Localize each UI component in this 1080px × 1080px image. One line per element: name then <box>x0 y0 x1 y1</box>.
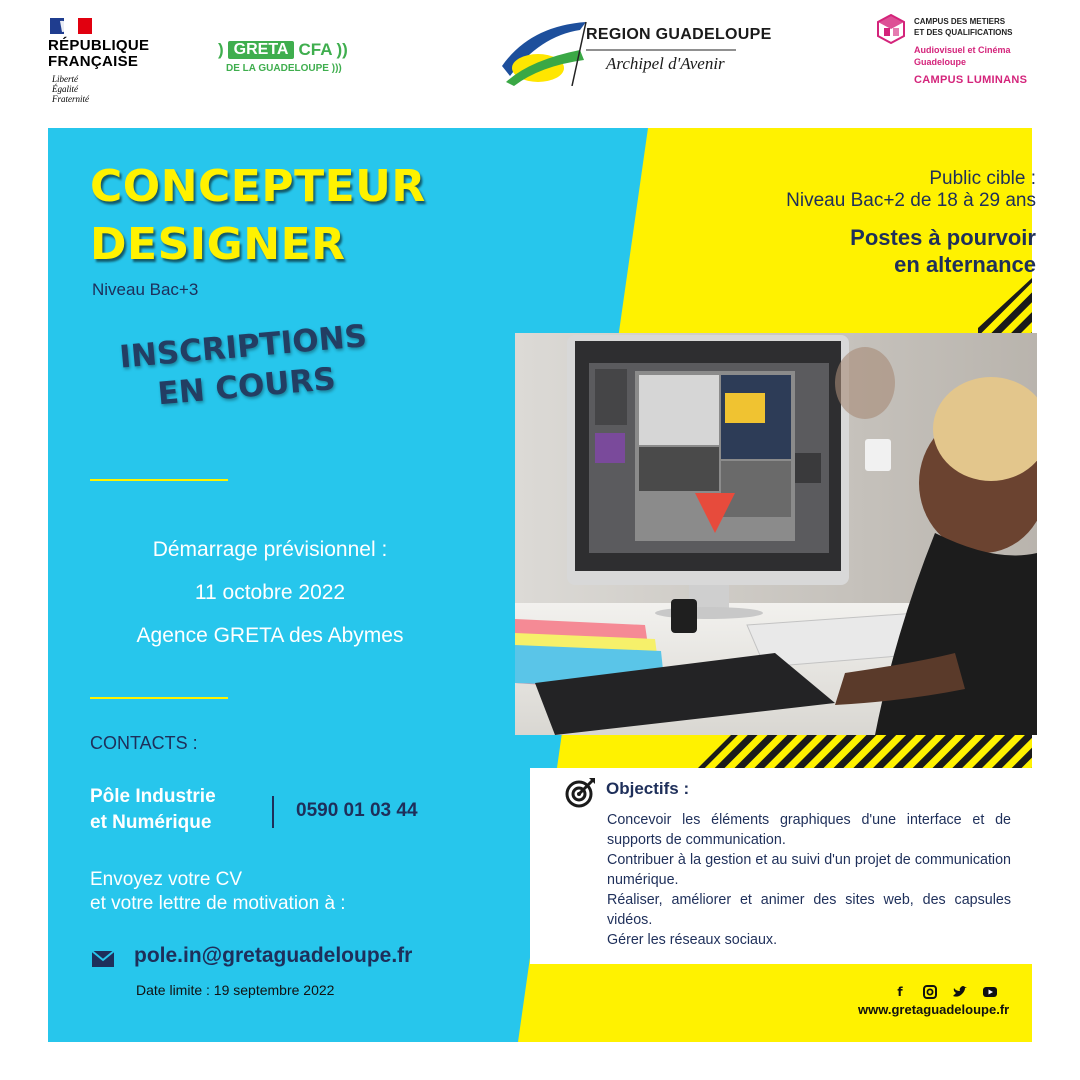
marianne-flag-logo <box>50 18 92 34</box>
social-icons <box>892 984 998 1000</box>
greta-cfa-label: CFA <box>298 40 333 59</box>
objectives-title: Objectifs : <box>606 779 690 798</box>
greta-subtitle: DE LA GUADELOUPE ))) <box>226 63 342 74</box>
campus-title: CAMPUS DES METIERS ET DES QUALIFICATIONS <box>914 17 1013 37</box>
contact-separator <box>272 796 274 828</box>
deadline-text: Date limite : 19 septembre 2022 <box>136 982 335 998</box>
website-link[interactable]: www.gretaguadeloupe.fr <box>858 1002 1010 1017</box>
start-location: Agence GRETA des Abymes <box>136 624 404 647</box>
objectives-list <box>607 810 1011 950</box>
objective-item: Concevoir les éléments graphiques d'une interface et de supports de communication. <box>607 812 1011 848</box>
start-label: Démarrage prévisionnel : <box>152 538 388 561</box>
course-title: CONCEPTEUR DESIGNER <box>90 161 426 270</box>
greta-wave-icon: )) <box>336 40 348 59</box>
instagram-icon[interactable] <box>922 984 938 1000</box>
campus-subtitle: Audiovisuel et Cinéma Guadeloupe <box>914 45 1011 67</box>
greta-cfa-logo <box>218 40 348 74</box>
objective-item: Gérer les réseaux sociaux. <box>607 932 778 948</box>
course-level: Niveau Bac+3 <box>92 280 199 299</box>
greta-name: GRETA <box>228 41 295 59</box>
inscriptions-banner: INSCRIPTIONS EN COURS <box>118 318 369 413</box>
objective-item: Contribuer à la gestion et au suivi d'un projet de communication numérique. <box>607 852 1011 888</box>
campus-cube-icon <box>876 14 906 44</box>
phone-number[interactable]: 0590 01 03 44 <box>296 800 418 821</box>
target-audience: Public cible : Niveau Bac+2 de 18 à 29 ans <box>786 168 1036 211</box>
designer-at-computer-photo <box>515 333 1037 735</box>
cv-instructions: Envoyez votre CV et votre lettre de motivation à : <box>90 869 346 914</box>
greta-bracket-icon: ) <box>218 40 224 59</box>
objective-item: Réaliser, améliorer et animer des sites web, des capsules vidéos. <box>607 892 1011 928</box>
facebook-icon[interactable]: f <box>897 985 903 999</box>
contacts-heading: CONTACTS : <box>90 733 198 753</box>
mail-icon <box>92 951 114 967</box>
youtube-icon[interactable] <box>982 984 998 1000</box>
republique-francaise-label: RÉPUBLIQUE FRANÇAISE <box>48 37 150 70</box>
alternance-positions: Postes à pourvoir en alternance <box>850 225 1036 277</box>
twitter-icon[interactable] <box>952 984 968 1000</box>
region-tagline: Archipel d'Avenir <box>606 54 725 73</box>
divider-top <box>90 479 228 481</box>
region-guadeloupe-title: REGION GUADELOUPE <box>586 26 772 43</box>
divider-bottom <box>90 697 228 699</box>
campus-luminans-label: CAMPUS LUMINANS <box>914 74 1028 86</box>
start-date: 11 octobre 2022 <box>194 581 346 604</box>
contact-email-link[interactable]: pole.in@gretaguadeloupe.fr <box>134 944 413 967</box>
republique-motto: Liberté Égalité Fraternité <box>52 74 89 104</box>
pole-name: Pôle Industrie et Numérique <box>90 786 216 833</box>
target-icon <box>565 776 597 808</box>
start-info <box>90 528 450 657</box>
